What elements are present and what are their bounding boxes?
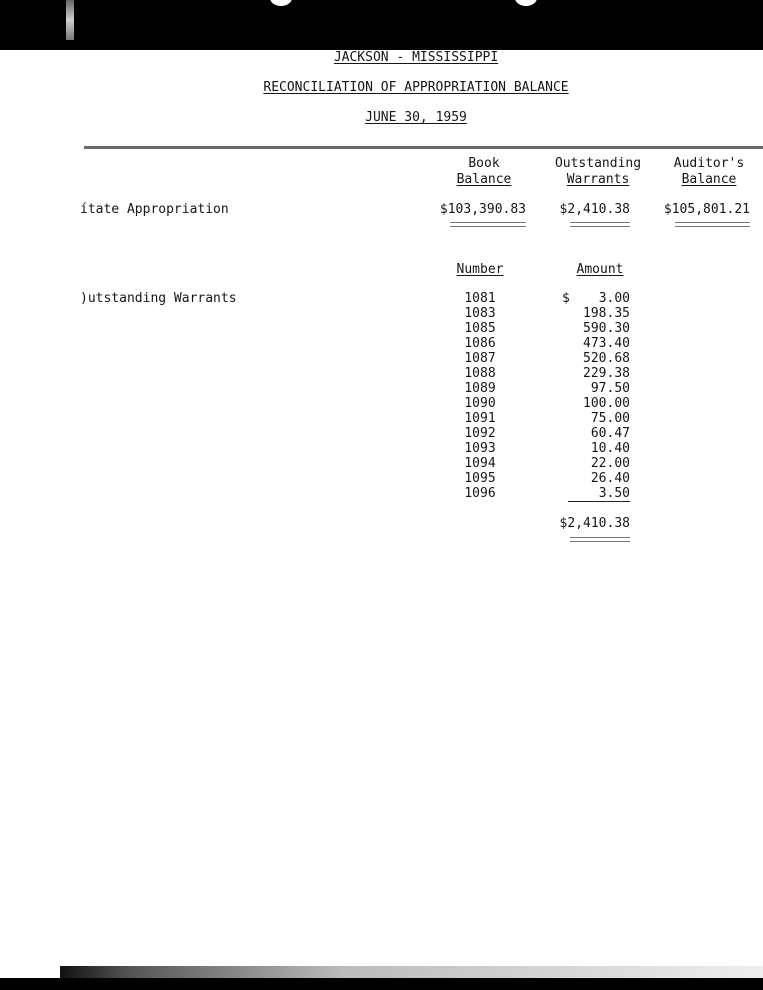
warrant-number: 1086: [464, 336, 496, 351]
total-double-underline: [570, 537, 630, 542]
warrant-number: 1096: [464, 486, 496, 501]
document-date: JUNE 30, 1959: [365, 110, 467, 125]
warrant-number: 1081: [464, 291, 496, 306]
warrant-amount: 60.47: [590, 426, 630, 441]
number-header: Number: [456, 262, 504, 277]
warrant-amount: 75.00: [590, 411, 630, 426]
warrant-amount: 100.00: [583, 396, 630, 411]
subtotal-underline: [568, 501, 630, 502]
warrant-number: 1091: [464, 411, 496, 426]
warrant-amount: 3.50: [598, 486, 630, 501]
warrant-amount: 22.00: [590, 456, 630, 471]
col-book-line1: Book: [468, 156, 500, 171]
punch-hole-left: [270, 0, 292, 6]
warrant-amount: 590.30: [583, 321, 630, 336]
currency-symbol: $: [562, 291, 570, 306]
warrant-amount: 3.00: [598, 291, 630, 306]
outstanding-warrants-label: )utstanding Warrants: [80, 291, 237, 306]
amount-header: Amount: [576, 262, 624, 277]
col-outstanding-line1: Outstanding: [554, 156, 642, 171]
outstanding-double-underline: [570, 222, 630, 227]
warrant-number: 1093: [464, 441, 496, 456]
org-title: JACKSON - MISSISSIPPI: [333, 50, 499, 65]
warrant-number: 1087: [464, 351, 496, 366]
warrant-number: 1088: [464, 366, 496, 381]
punch-hole-right: [515, 0, 537, 6]
scan-bottom-fade: [60, 966, 763, 978]
state-appropriation-label: ítate Appropriation: [80, 202, 229, 217]
warrant-amount: 473.40: [583, 336, 630, 351]
warrant-amount: 520.68: [583, 351, 630, 366]
warrant-number: 1090: [464, 396, 496, 411]
scan-top-border: [0, 0, 763, 50]
col-book-line2: Balance: [456, 172, 512, 187]
document-title: RECONCILIATION OF APPROPRIATION BALANCE: [263, 80, 569, 95]
auditor-double-underline: [675, 222, 750, 227]
scan-bottom-border: [0, 978, 763, 990]
warrant-number: 1083: [464, 306, 496, 321]
warrant-number: 1092: [464, 426, 496, 441]
warrant-amount: 229.38: [583, 366, 630, 381]
warrant-number: 1085: [464, 321, 496, 336]
col-auditor-line1: Auditor's: [673, 156, 745, 171]
scan-streak: [66, 0, 74, 40]
col-outstanding-line2: Warrants: [566, 172, 630, 187]
col-auditor-line2: Balance: [681, 172, 737, 187]
warrant-amount: 26.40: [590, 471, 630, 486]
warrant-amount: 198.35: [583, 306, 630, 321]
book-balance-value: $103,390.83: [439, 202, 526, 217]
outstanding-warrants-value: $2,410.38: [559, 202, 630, 217]
auditors-balance-value: $105,801.21: [663, 202, 750, 217]
book-double-underline: [450, 222, 526, 227]
warrants-total: $2,410.38: [559, 516, 630, 531]
warrant-amount: 97.50: [590, 381, 630, 396]
warrant-amount: 10.40: [590, 441, 630, 456]
warrant-number: 1094: [464, 456, 496, 471]
warrant-number: 1095: [464, 471, 496, 486]
warrant-number: 1089: [464, 381, 496, 396]
header-rule: [84, 146, 763, 149]
